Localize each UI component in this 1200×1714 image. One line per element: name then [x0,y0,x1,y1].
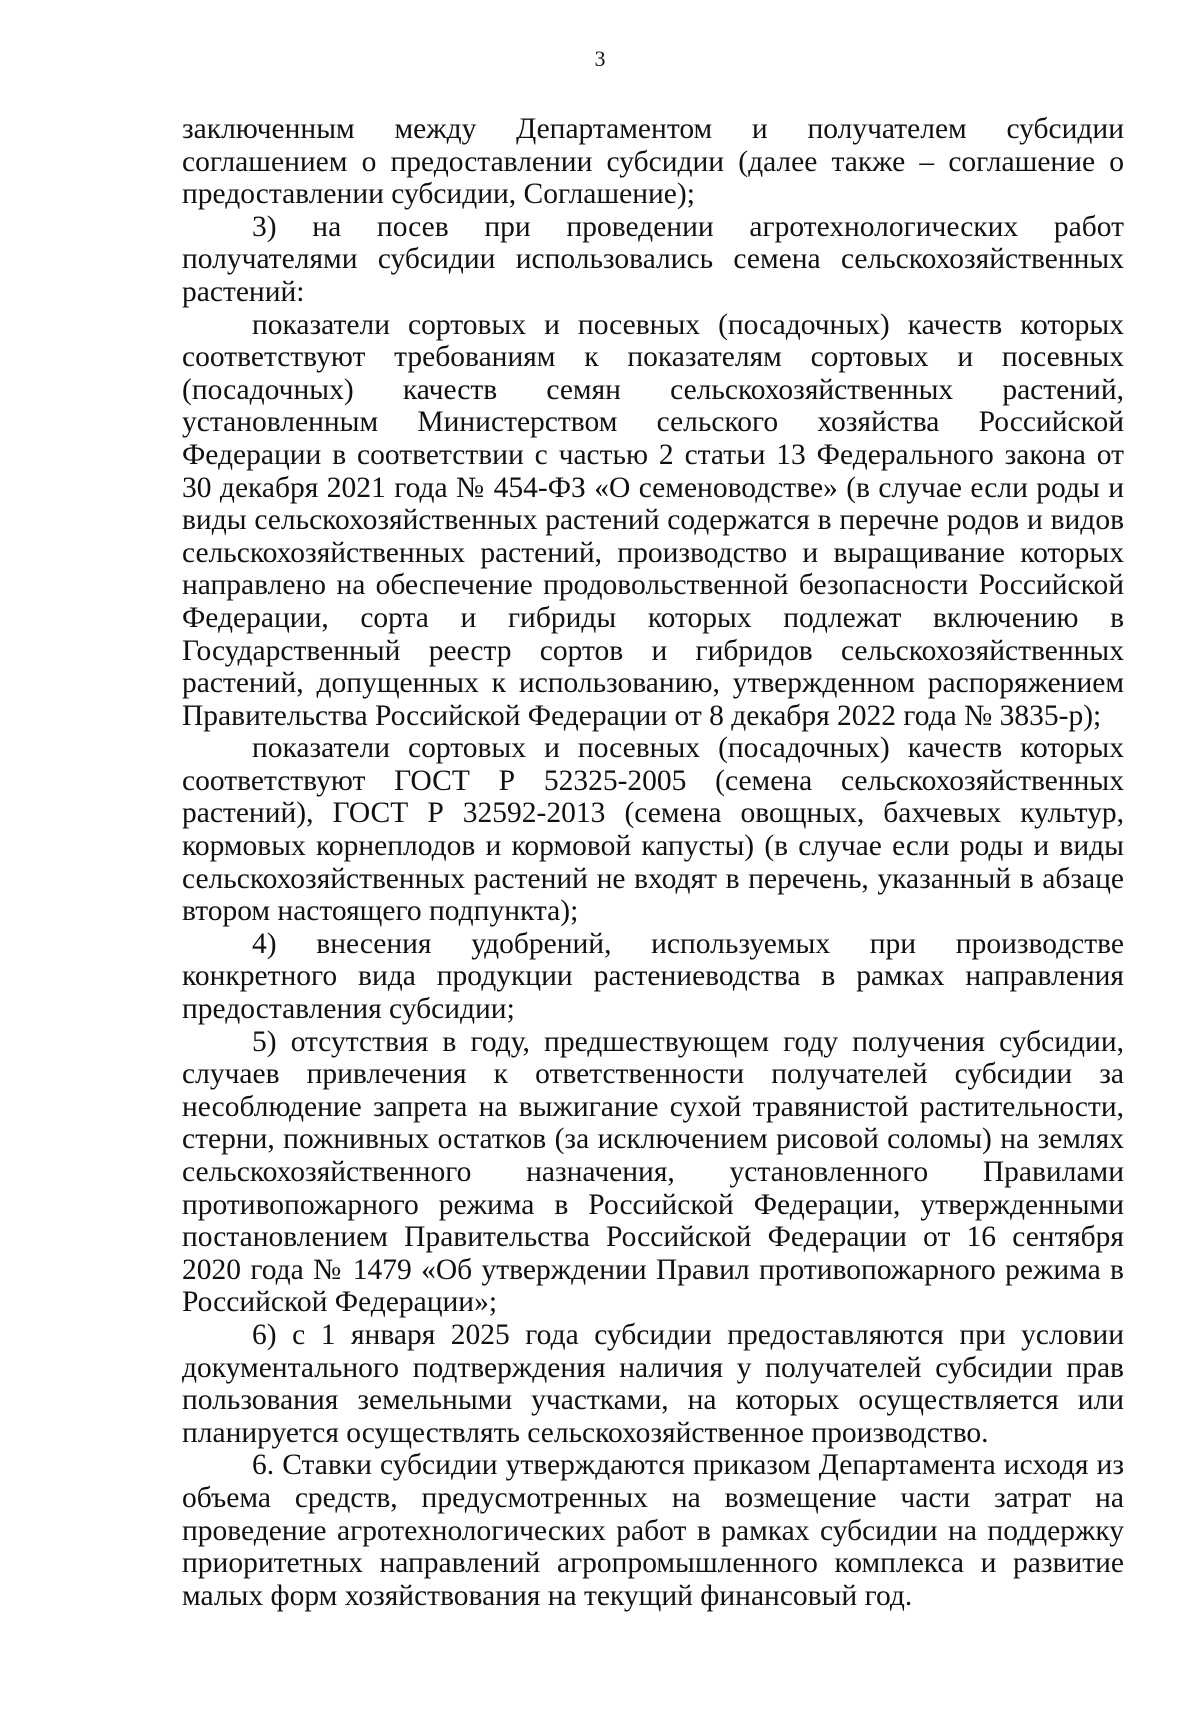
document-body [182,113,1124,1612]
paragraph-section-6-subsidy-rates: 6. Ставки субсидии утверждаются приказом Департамента исходя из объема средств, предусмотренных на возмещение части затрат на проведение агротехнологических работ в рамках субсидии на поддержку приоритетных направлений агропромышленного комплекса и развитие малых форм хозяйствования на текущий финансовый год. [182,1449,1124,1612]
page-number: 3 [594,46,606,71]
paragraph-item-3-seeds: 3) на посев при проведении агротехнологических работ получателями субсидии использовались семена сельскохозяйственных растений: [182,210,1124,308]
paragraph-seed-quality-ministry: показатели сортовых и посевных (посадочных) качеств которых соответствуют требованиям к показателям сортовых и посевных (посадочных) качеств семян сельскохозяйственных растений, установленным Министерством сельского хозяйства Российской Федерации в соответствии с частью 2 статьи 13 Федерального закона от 30 декабря 2021 года № 454-ФЗ «О семеноводстве» (в случае если роды и виды сельскохозяйственных растений содержатся в перечне родов и видов сельскохозяйственных растений, производство и выращивание которых направлено на обеспечение продовольственной безопасности Российской Федерации, сорта и гибриды которых подлежат включению в Государственный реестр сортов и гибридов сельскохозяйственных растений, допущенных к использованию, утвержденном распоряжением Правительства Российской Федерации от 8 декабря 2022 года № 3835-р); [182,308,1124,732]
paragraph-seed-quality-gost: показатели сортовых и посевных (посадочных) качеств которых соответствуют ГОСТ Р 52325-2005 (семена сельскохозяйственных растений), ГОСТ Р 32592-2013 (семена овощных, бахчевых культур, кормовых корнеплодов и кормовой капусты) (в случае если роды и виды сельскохозяйственных растений не входят в перечень, указанный в абзаце втором настоящего подпункта); [182,732,1124,928]
paragraph-agreement-continuation: заключенным между Департаментом и получателем субсидии соглашением о предоставлении субсидии (далее также – соглашение о предоставлении субсидии, Соглашение); [182,113,1124,211]
paragraph-item-6-land-rights: 6) с 1 января 2025 года субсидии предоставляются при условии документального подтверждения наличия у получателей субсидии прав пользования земельными участками, на которых осуществляется или планируется осуществлять сельскохозяйственное производство. [182,1318,1124,1449]
paragraph-item-4-fertilizers: 4) внесения удобрений, используемых при производстве конкретного вида продукции растениеводства в рамках направления предоставления субсидии; [182,927,1124,1026]
paragraph-item-5-fire-regime: 5) отсутствия в году, предшествующем году получения субсидии, случаев привлечения к ответственности получателей субсидии за несоблюдение запрета на выжигание сухой травянистой растительности, стерни, пожнивных остатков (за исключением рисовой соломы) на землях сельскохозяйственного назначения, установленного Правилами противопожарного режима в Российской Федерации, утвержденными постановлением Правительства Российской Федерации от 16 сентября 2020 года № 1479 «Об утверждении Правил противопожарного режима в Российской Федерации»; [182,1025,1124,1319]
